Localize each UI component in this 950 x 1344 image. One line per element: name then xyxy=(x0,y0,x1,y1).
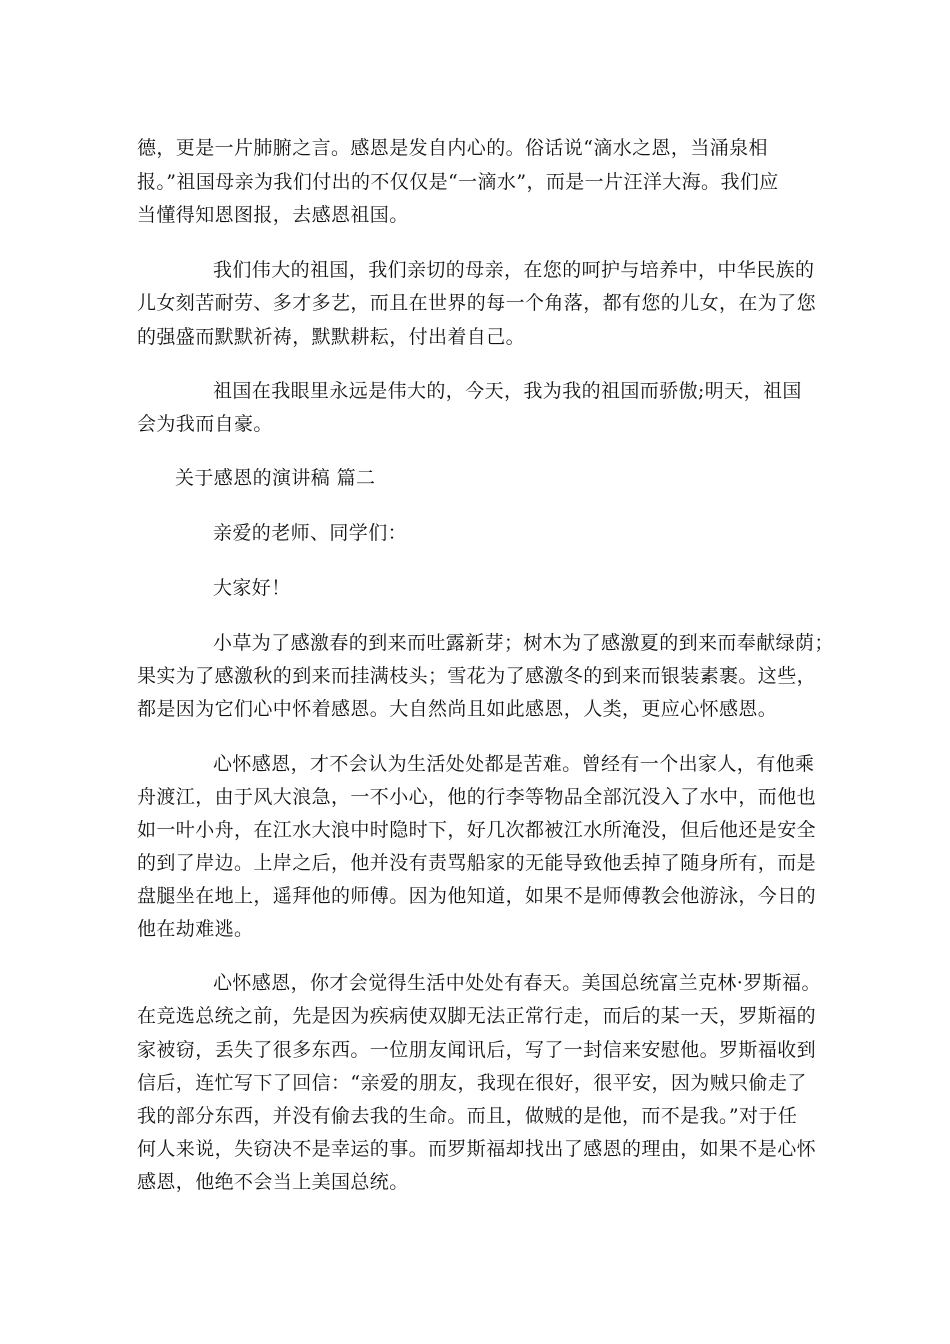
paragraph-line: 祖国在我眼里永远是伟大的，今天，我为我的祖国而骄傲;明天，祖国 xyxy=(213,380,802,402)
section-heading: 关于感恩的演讲稿 篇二 xyxy=(175,467,376,489)
paragraph-line: 我们伟大的祖国，我们亲切的母亲，在您的呵护与培养中，中华民族的 xyxy=(213,259,815,281)
paragraph-line: 会为我而自豪。 xyxy=(137,413,273,435)
paragraph-line: 何人来说，失窃决不是幸运的事。而罗斯福却找出了感恩的理由，如果不是心怀 xyxy=(137,1138,817,1160)
paragraph-line: 心怀感恩，你才会觉得生活中处处有春天。美国总统富兰克林·罗斯福。 xyxy=(213,972,821,994)
paragraph-line: 他在劫难逃。 xyxy=(137,918,254,940)
paragraph-line: 信后，连忙写下了回信：“亲爱的朋友，我现在很好，很平安，因为贼只偷走了 xyxy=(137,1072,807,1094)
paragraph-line: 感恩，他绝不会当上美国总统。 xyxy=(137,1171,409,1193)
paragraph-line: 当懂得知恩图报，去感恩祖国。 xyxy=(137,204,409,226)
paragraph-line: 的到了岸边。上岸之后，他并没有责骂船家的无能导致他丢掉了随身所有，而是 xyxy=(137,852,817,874)
paragraph-line: 德，更是一片肺腑之言。感恩是发自内心的。俗话说“滴水之恩，当涌泉相 xyxy=(137,137,768,159)
greeting-line: 亲爱的老师、同学们： xyxy=(213,522,408,544)
paragraph-line: 盘腿坐在地上，遥拜他的师傅。因为他知道，如果不是师傅教会他游泳，今日的 xyxy=(137,885,817,907)
paragraph-line: 如一叶小舟，在江水大浪中时隐时下，好几次都被江水所淹没，但后他还是安全 xyxy=(137,819,817,841)
paragraph-line: 小草为了感激春的到来而吐露新芽；树木为了感激夏的到来而奉献绿荫； xyxy=(213,632,834,654)
paragraph-line: 在竞选总统之前，先是因为疾病使双脚无法正常行走，而后的某一天，罗斯福的 xyxy=(137,1005,817,1027)
paragraph-line: 家被窃，丢失了很多东西。一位朋友闻讯后，写了一封信来安慰他。罗斯福收到 xyxy=(137,1039,817,1061)
paragraph-line: 报。”祖国母亲为我们付出的不仅仅是“一滴水”，而是一片汪洋大海。我们应 xyxy=(137,171,779,193)
paragraph-line: 我的部分东西，并没有偷去我的生命。而且，做贼的是他，而不是我。”对于任 xyxy=(137,1105,798,1127)
paragraph-line: 都是因为它们心中怀着感恩。大自然尚且如此感恩，人类，更应心怀感恩。 xyxy=(137,698,778,720)
paragraph-line: 果实为了感激秋的到来而挂满枝头；雪花为了感激冬的到来而银装素裹。这些， xyxy=(137,665,817,687)
paragraph-line: 心怀感恩，才不会认为生活处处都是苦难。曾经有一个出家人，有他乘 xyxy=(213,753,815,775)
greeting-line: 大家好！ xyxy=(213,577,291,599)
paragraph-line: 舟渡江，由于风大浪急，一不小心，他的行李等物品全部沉没入了水中，而他也 xyxy=(137,786,817,808)
paragraph-line: 的强盛而默默祈祷，默默耕耘，付出着自己。 xyxy=(137,326,526,348)
paragraph-line: 儿女刻苦耐劳、多才多艺，而且在世界的每一个角落，都有您的儿女，在为了您 xyxy=(137,292,817,314)
